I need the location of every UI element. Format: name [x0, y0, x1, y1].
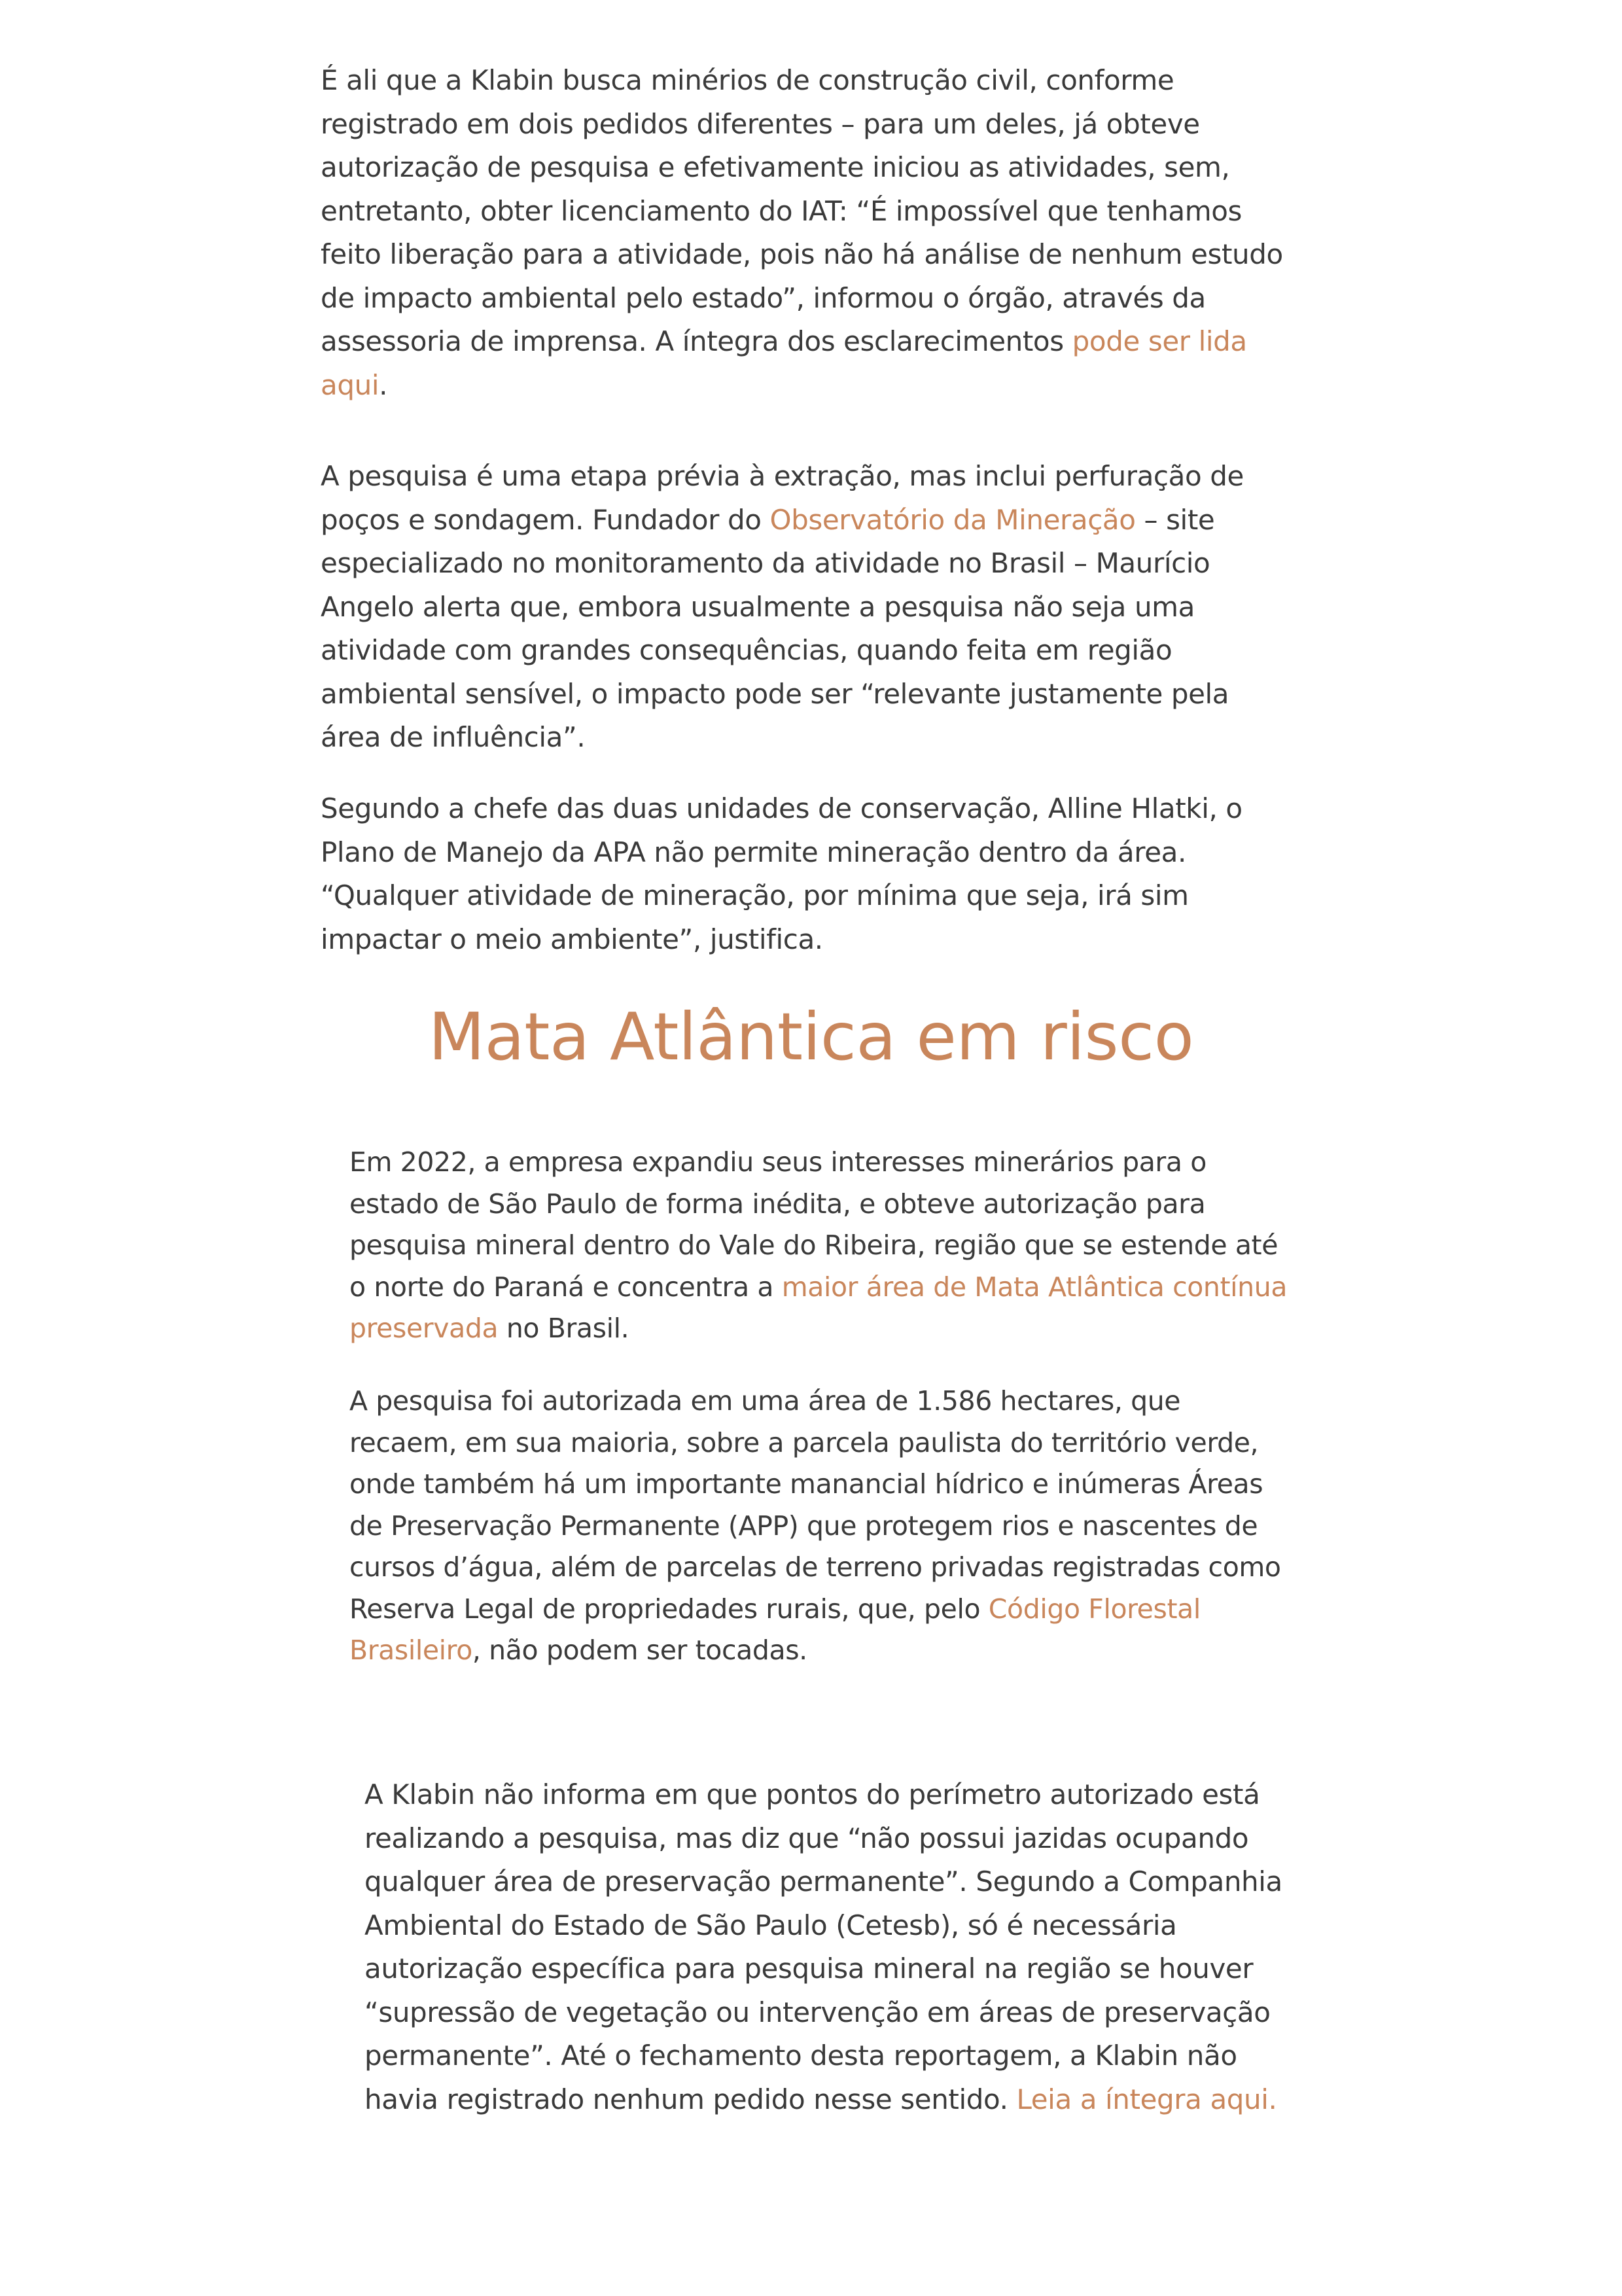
paragraph-text: .: [379, 368, 388, 401]
article-paragraph-3: [321, 787, 1289, 961]
article-paragraph-6: [364, 1773, 1307, 2121]
paragraph-text: É ali que a Klabin busca minérios de construção civil, conforme registrado em dois pedidos diferentes – para um deles, já obteve autorização de pesquisa e efetivamente iniciou as atividades, sem, entretanto, obter licenciamento do IAT: “É impossível que tenhamos feito liberação para a atividade, pois não há análise de nenhum estudo de impacto ambiental pelo estado”, informou o órgão, através da assessoria de imprensa. A íntegra dos esclarecimentos: [321, 64, 1283, 357]
codigo-florestal-link[interactable]: Código Florestal Brasileiro: [349, 1593, 1201, 1666]
statement-link[interactable]: pode ser lida aqui: [321, 325, 1247, 401]
paragraph-text: – site especializado no monitoramento da atividade no Brasil – Maurício Angelo alerta que, embora usualmente a pesquisa não seja uma atividade com grandes consequências, quando feita em região ambiental sensível, o impacto pode ser “relevante justamente pela área de influência”.: [321, 503, 1229, 753]
paragraph-text: A Klabin não informa em que pontos do perímetro autorizado está realizando a pesquisa, mas diz que “não possui jazidas ocupando qualquer área de preservação permanente”. Segundo a Companhia Ambiental do Estado de São Paulo (Cetesb), só é necessária autorização específica para pesquisa mineral na região se houver “supressão de vegetação ou intervenção em áreas de preservação permanente”. Até o fechamento desta reportagem, a Klabin não havia registrado nenhum pedido nesse sentido.: [364, 1778, 1282, 2115]
article-paragraph-1: [321, 59, 1289, 407]
observatorio-link[interactable]: Observatório da Mineração: [769, 503, 1136, 536]
paragraph-text: , não podem ser tocadas.: [472, 1634, 807, 1666]
paragraph-text: Segundo a chefe das duas unidades de conservação, Alline Hlatki, o Plano de Manejo da APA não permite mineração dentro da área. “Qualquer atividade de mineração, por mínima que seja, irá sim impactar o meio ambiente”, justifica.: [321, 792, 1243, 955]
read-full-link[interactable]: Leia a íntegra aqui.: [1016, 2083, 1277, 2115]
section-heading: Mata Atlântica em risco: [428, 998, 1194, 1075]
article-paragraph-5: [349, 1381, 1292, 1672]
paragraph-text: A pesquisa foi autorizada em uma área de 1.586 hectares, que recaem, em sua maioria, sobre a parcela paulista do território verde, onde também há um importante manancial hídrico e inúmeras Áreas de Preservação Permanente (APP) que protegem rios e nascentes de cursos d’água, além de parcelas de terreno privadas registradas como Reserva Legal de propriedades rurais, que, pelo: [349, 1385, 1281, 1625]
mata-atlantica-link[interactable]: maior área de Mata Atlântica contínua preservada: [349, 1271, 1288, 1344]
paragraph-text: A pesquisa é uma etapa prévia à extração, mas inclui perfuração de poços e sondagem. Fundador do: [321, 460, 1244, 536]
article-paragraph-4: [349, 1142, 1292, 1350]
article-paragraph-2: [321, 455, 1289, 760]
paragraph-text: Em 2022, a empresa expandiu seus interesses minerários para o estado de São Paulo de forma inédita, e obteve autorização para pesquisa mineral dentro do Vale do Ribeira, região que se estende até o norte do Paraná e concentra a: [349, 1146, 1278, 1303]
paragraph-text: no Brasil.: [498, 1313, 629, 1344]
